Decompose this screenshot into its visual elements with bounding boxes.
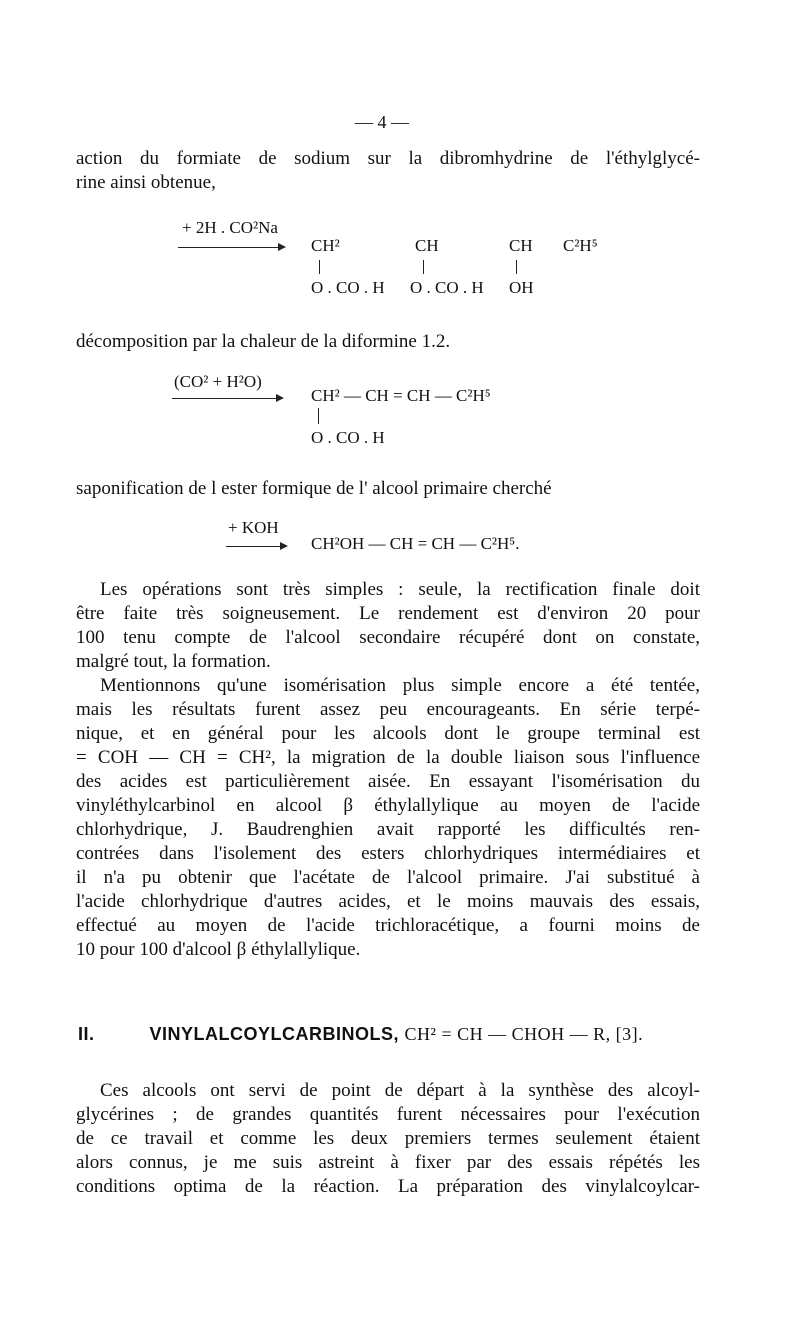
intro-text [76,147,700,195]
text-line: l'acide chlorhydrique d'autres acides, et le moins mauvais des essais, [76,891,700,912]
text-line: être faite très soigneusement. Le rendement est d'environ 20 pour [76,603,700,624]
reaction-arrow [178,247,280,248]
text-line: Les opérations sont très simples : seule, la rectification finale doit [100,579,700,600]
reaction-arrow [172,398,278,399]
bond-line [516,260,517,274]
section-formula: CH² = CH — CHOH — R, [3]. [404,1024,644,1044]
text-line: mais les résultats furent assez peu encourageants. En série terpé- [76,699,700,720]
text-line: 100 tenu compte de l'alcool secondaire récupéré dont on constate, [76,627,700,648]
page-number: — 4 — [355,112,409,132]
section-title: VINYLALCOYLCARBINOLS, [149,1024,400,1044]
formula-reagent: + KOH [228,518,279,537]
saponification-text: saponification de l ester formique de l' alcool primaire cherché [76,478,552,499]
text-line: nique, et en général pour les alcools dont le groupe terminal est [76,723,700,744]
text-line: conditions optima de la réaction. La préparation des vinylalcoylcar- [76,1176,700,1197]
decomposition-text: décomposition par la chaleur de la diformine 1.2. [76,331,451,352]
text-line: de ce travail et comme les deux premiers termes seulement étaient [76,1128,700,1149]
text-line: malgré tout, la formation. [76,651,271,672]
paragraph-vinylalcoylcarbinols [76,1079,700,1199]
group-ethyl: C²H⁵ [563,236,598,255]
paragraph-operations [76,578,700,674]
group-ch2: CH² [311,236,340,255]
section-number: II. [78,1024,95,1044]
formula-reagent: + 2H . CO²Na [182,218,278,237]
text-line: Ces alcools ont servi de point de départ à la synthèse des alcoyl- [100,1080,700,1101]
text-line: rine ainsi obtenue, [76,172,216,193]
text-line: chlorhydrique, J. Baudrenghien avait rapporté les difficultés ren- [76,819,700,840]
arrowhead-icon [280,542,288,550]
text-line: 10 pour 100 d'alcool β éthylallylique. [76,939,361,960]
group-ch: CH [415,236,439,255]
arrowhead-icon [276,394,284,402]
group-formate-1: O . CO . H [311,278,385,297]
bond-line [423,260,424,274]
bond-line [318,408,319,424]
text-line: action du formiate de sodium sur la dibromhydrine de l'éthylglycé- [76,148,700,169]
text-line: = COH — CH = CH², la migration de la double liaison sous l'influence [76,747,700,768]
paragraph-isomerisation [76,674,700,962]
text-line: Mentionnons qu'une isomérisation plus simple encore a été tentée, [100,675,700,696]
arrowhead-icon [278,243,286,251]
text-line: des acides est particulièrement aisée. En essayant l'isomérisation du [76,771,700,792]
group-oh: OH [509,278,534,297]
reaction-arrow [226,546,282,547]
text-line: effectué au moyen de l'acide trichloracétique, a fourni moins de [76,915,700,936]
formula-reagent: (CO² + H²O) [174,372,262,391]
text-line: il n'a pu obtenir que l'acétate de l'alcool primaire. J'ai substitué à [76,867,700,888]
formula-chain: CH² — CH = CH — C²H⁵ [311,386,491,405]
group-formate-2: O . CO . H [410,278,484,297]
text-line: alors connus, je me suis astreint à fixer par des essais répétés les [76,1152,700,1173]
text-line: contrées dans l'isolement des esters chlorhydriques intermédiaires et [76,843,700,864]
section-heading [78,1024,643,1045]
bond-line [319,260,320,274]
formula-substituent: O . CO . H [311,428,385,447]
text-line: vinyléthylcarbinol en alcool β éthylallylique au moyen de l'acide [76,795,700,816]
formula-chain: CH²OH — CH = CH — C²H⁵. [311,534,520,553]
text-line: glycérines ; de grandes quantités furent nécessaires pour l'exécution [76,1104,700,1125]
group-ch-2: CH [509,236,533,255]
